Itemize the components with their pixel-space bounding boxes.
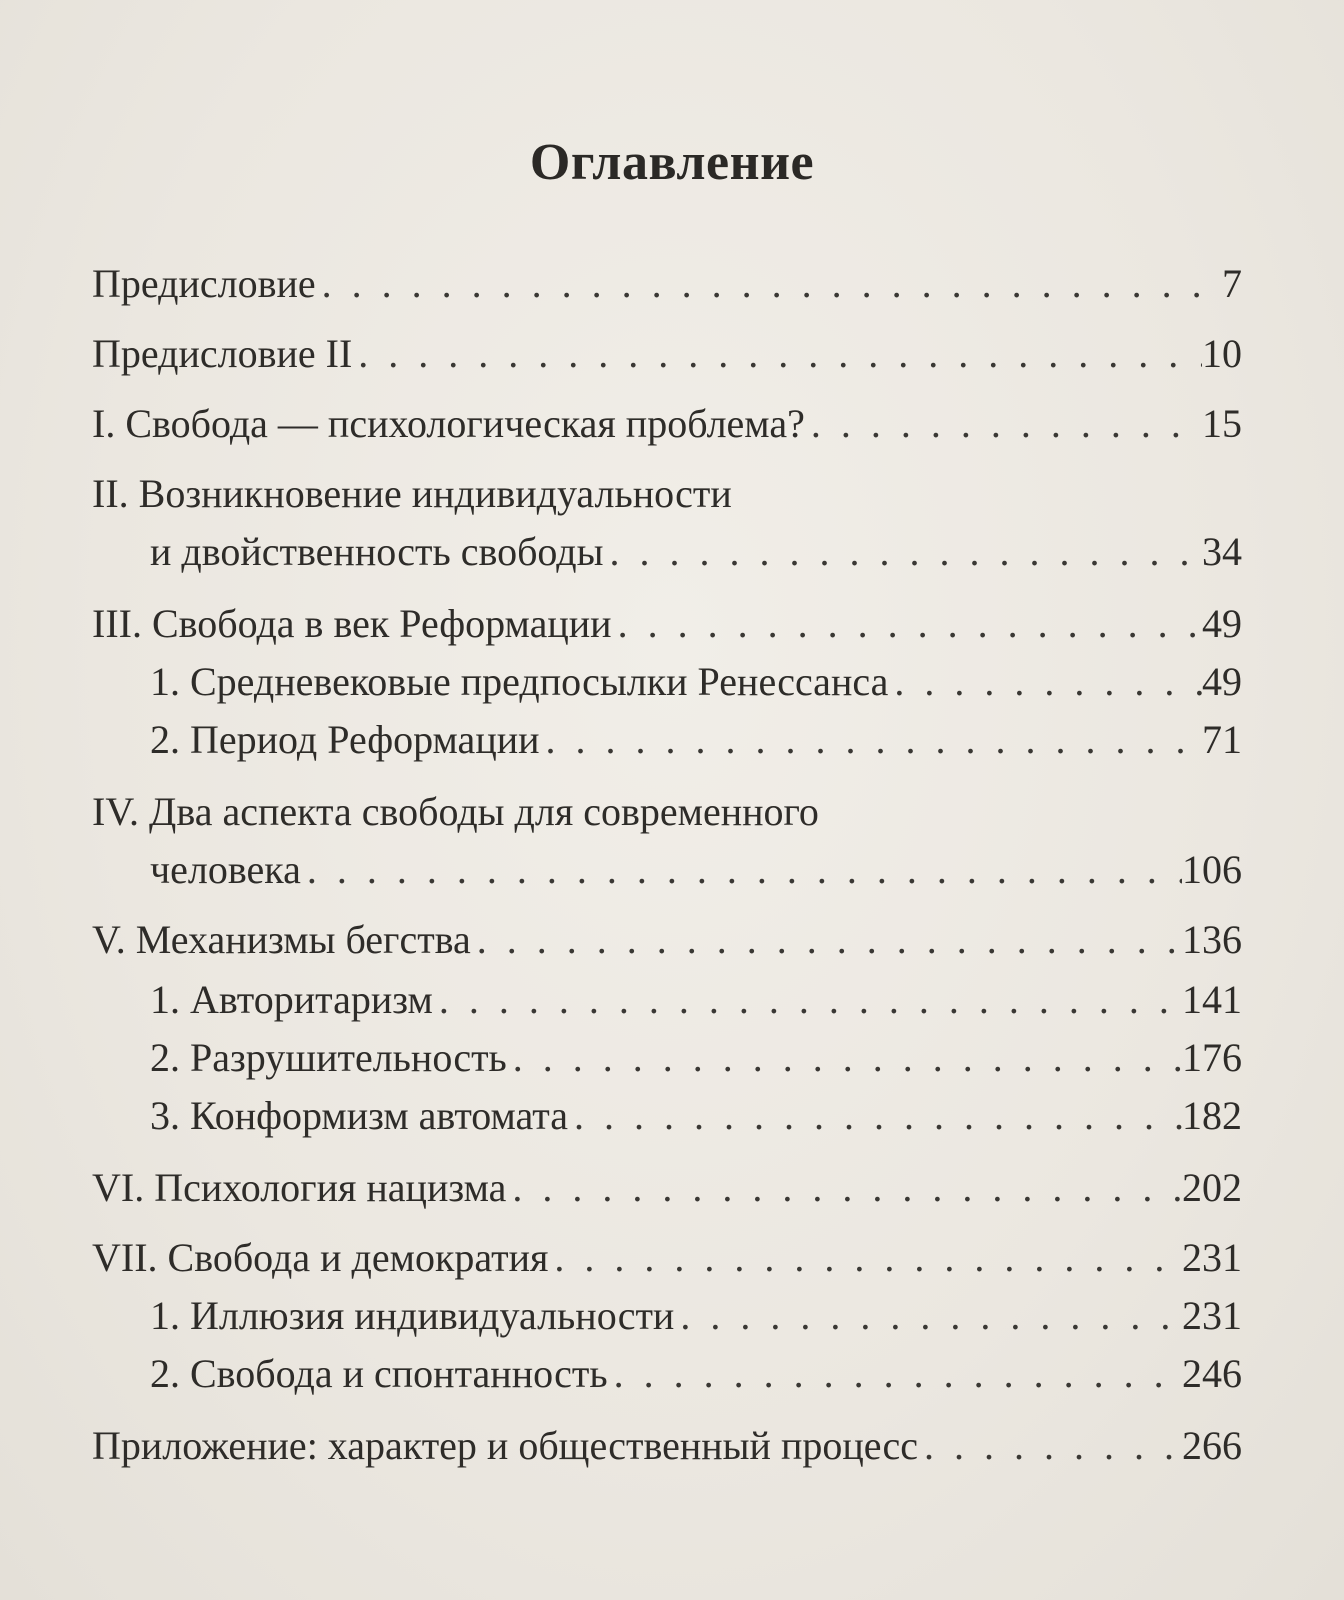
leader-dots [540, 712, 1202, 768]
toc-entry-label: II. Возникновение индивидуальности [92, 471, 732, 516]
toc-entry-label: 1. Иллюзия индивидуальности [150, 1293, 675, 1338]
toc-entry-label: Предисловие [92, 261, 316, 306]
toc-subentry [150, 1088, 1242, 1144]
toc-entry-label: VII. Свобода и демократия [92, 1235, 549, 1280]
toc-page-number: 182 [1182, 1093, 1242, 1138]
toc-page-number: 141 [1182, 977, 1242, 1022]
leader-dots [674, 1288, 1182, 1344]
toc-entry [92, 256, 1242, 312]
toc-entry [92, 1418, 1242, 1474]
toc-entry-continuation [150, 524, 1242, 580]
toc-page-number: 176 [1182, 1035, 1242, 1080]
toc-entry-label: 3. Конформизм автомата [150, 1093, 568, 1138]
leader-dots [548, 1230, 1182, 1286]
toc-page-number: 7 [1222, 261, 1242, 306]
toc-subentry [150, 1346, 1242, 1402]
toc-page-number: 10 [1202, 331, 1242, 376]
page-title: Оглавление [529, 134, 815, 191]
toc-entry-label: Предисловие II [92, 331, 353, 376]
leader-dots [612, 596, 1202, 652]
toc-entry-label: VI. Психология нацизма [92, 1165, 507, 1210]
leader-dots [316, 256, 1222, 312]
toc-page-number: 106 [1182, 847, 1242, 892]
toc-page-number: 231 [1182, 1293, 1242, 1338]
toc-page-number: 266 [1182, 1423, 1242, 1468]
leader-dots [568, 1088, 1182, 1144]
toc-subentry [150, 712, 1242, 768]
toc-entry-label: V. Механизмы бегства [92, 917, 471, 962]
toc-page-number: 49 [1202, 601, 1242, 646]
toc-page-number: 246 [1182, 1351, 1242, 1396]
toc-entry-label-continuation: человека [150, 847, 301, 892]
toc-entry-continuation [150, 842, 1242, 898]
leader-dots [301, 842, 1182, 898]
toc-page-number: 202 [1182, 1165, 1242, 1210]
toc-entry-label: 1. Средневековые предпосылки Ренессанса [150, 659, 889, 704]
leader-dots [918, 1418, 1182, 1474]
toc-entry-label: Приложение: характер и общественный процесс [92, 1423, 919, 1468]
toc-entry [92, 326, 1242, 382]
leader-dots [608, 1346, 1182, 1402]
toc-entry-label-continuation: и двойственность свободы [150, 529, 604, 574]
toc-subentry [150, 1288, 1242, 1344]
leader-dots [507, 1030, 1182, 1086]
toc-page-number: 34 [1202, 529, 1242, 574]
leader-dots [805, 396, 1202, 452]
toc-page-number: 231 [1182, 1235, 1242, 1280]
toc-page-number: 15 [1202, 401, 1242, 446]
toc-entry [92, 1230, 1242, 1286]
toc-subentry [150, 972, 1242, 1028]
leader-dots [352, 326, 1202, 382]
toc-entry [92, 466, 1242, 522]
toc-entry [92, 784, 1242, 840]
toc-entry-label: III. Свобода в век Реформации [92, 601, 612, 646]
toc-entry-label: 2. Свобода и спонтанность [150, 1351, 608, 1396]
toc-entry-label: 2. Период Реформации [150, 717, 540, 762]
toc-entry-label: IV. Два аспекта свободы для современного [92, 789, 819, 834]
toc-entry [92, 1160, 1242, 1216]
toc-entry [92, 396, 1242, 452]
toc-page-number: 136 [1182, 917, 1242, 962]
toc-page-number: 71 [1202, 717, 1242, 762]
leader-dots [506, 1160, 1182, 1216]
toc-entry-label: 1. Авторитаризм [150, 977, 433, 1022]
leader-dots [604, 524, 1203, 580]
toc-entry-label: 2. Разрушительность [150, 1035, 507, 1080]
toc-subentry [150, 1030, 1242, 1086]
toc-entry [92, 596, 1242, 652]
toc-entry-label: I. Свобода — психологическая проблема? [92, 401, 805, 446]
toc-page-number: 49 [1202, 659, 1242, 704]
toc-entry [92, 912, 1242, 968]
toc-subentry [150, 654, 1242, 710]
leader-dots [433, 972, 1182, 1028]
leader-dots [471, 912, 1182, 968]
leader-dots [888, 654, 1202, 710]
